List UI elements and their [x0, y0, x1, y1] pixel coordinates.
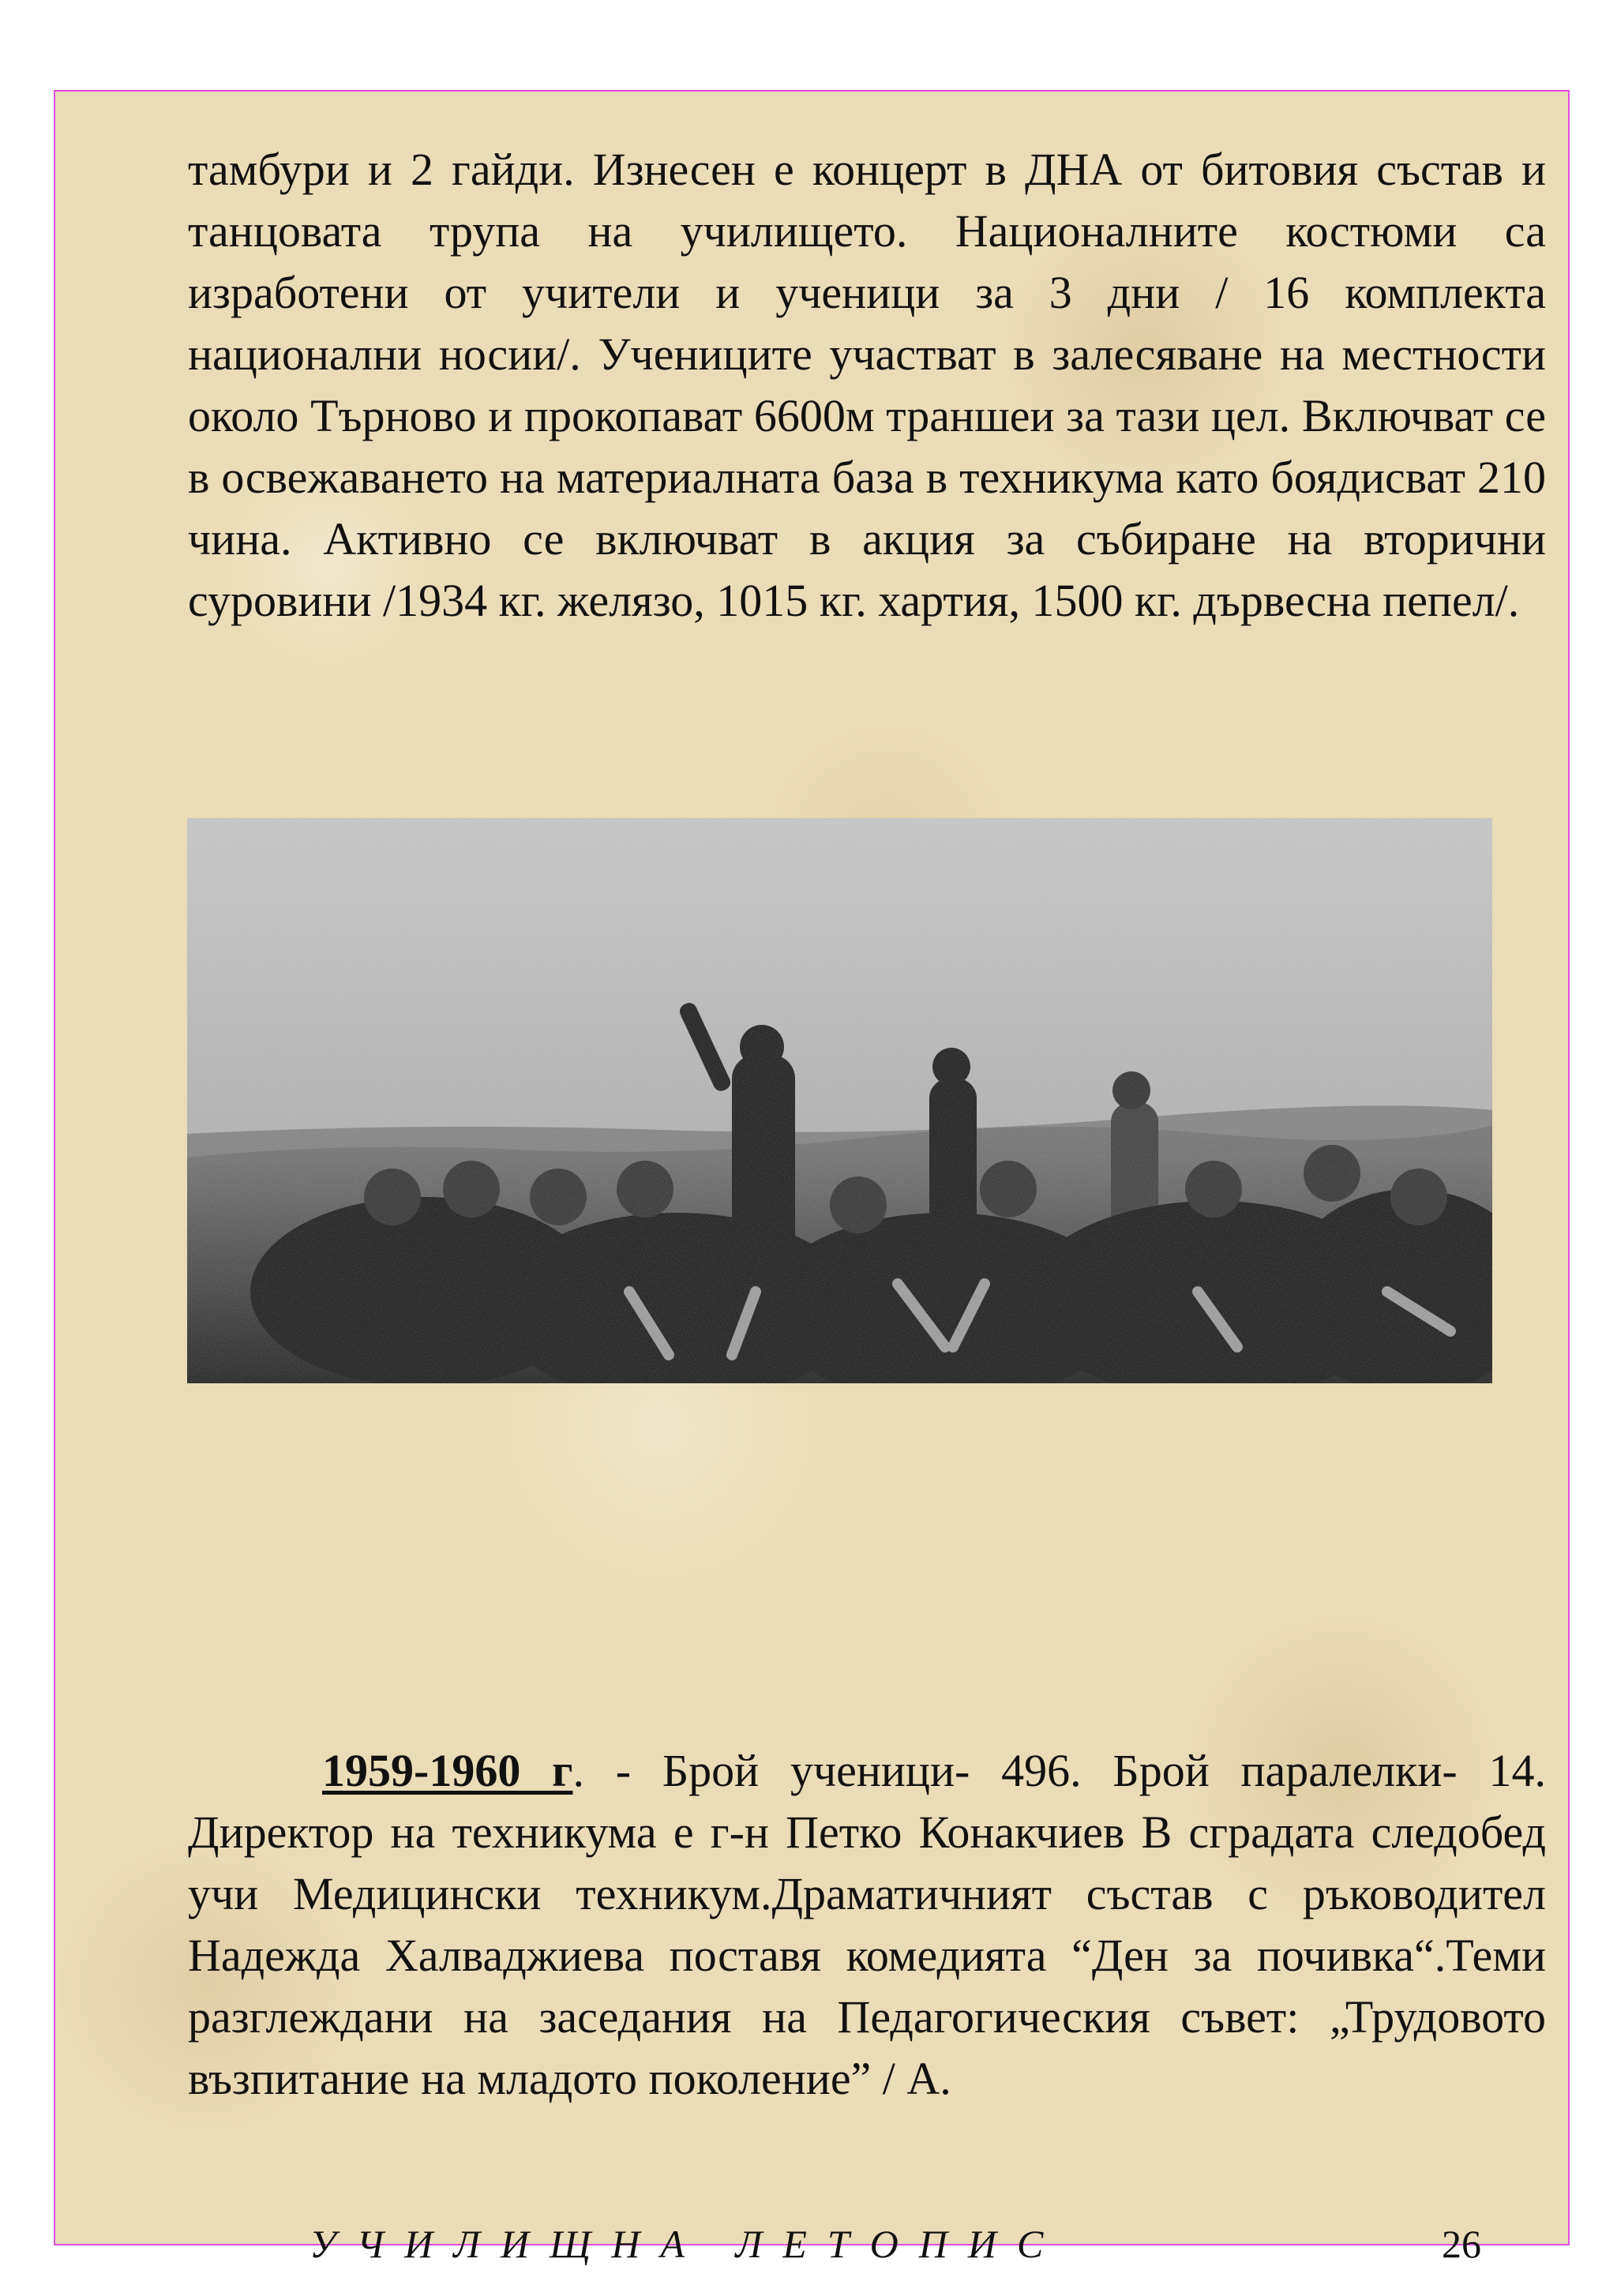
bottom-paragraph — [188, 1740, 1546, 2110]
page-frame — [54, 90, 1570, 2266]
bottom-paragraph-body: - Брой ученици- 496. Брой паралелки- 14. Директор на техникума е г-н Петко Конакчиев В сградата следобед учи Медицински техникум.Драматичният състав с ръководител Надежда Халваджиева поставя комедията “Ден за почивка“.Теми разглеждани на заседания на Педагогическия съвет: „Трудовото възпитание на младото поколение” / А. — [188, 1745, 1546, 2104]
year-trailer: . — [572, 1745, 584, 1796]
top-paragraph: тамбури и 2 гайди. Изнесен е концерт в ДНА от битовия състав и танцовата трупа на училището. Националните костюми са изработени от учители и ученици за 3 дни / 16 комплекта национални носии/. Учениците участват в залесяване на местности около Търново и прокопават 6600м траншеи за тази цел. Включват се в освежаването на материалната база в техникума като боядисват 210 чина. Активно се включват в акция за събиране на вторични суровини /1934 кг. желязо, 1015 кг. хартия, 1500 кг. дървесна пепел/. — [188, 144, 1546, 626]
year-label: 1959-1960 г — [322, 1745, 573, 1796]
archival-photo — [187, 818, 1492, 1383]
footer-title: УЧИЛИЩНА ЛЕТОПИС — [310, 2222, 1064, 2266]
page-number: 26 — [1442, 2222, 1481, 2266]
